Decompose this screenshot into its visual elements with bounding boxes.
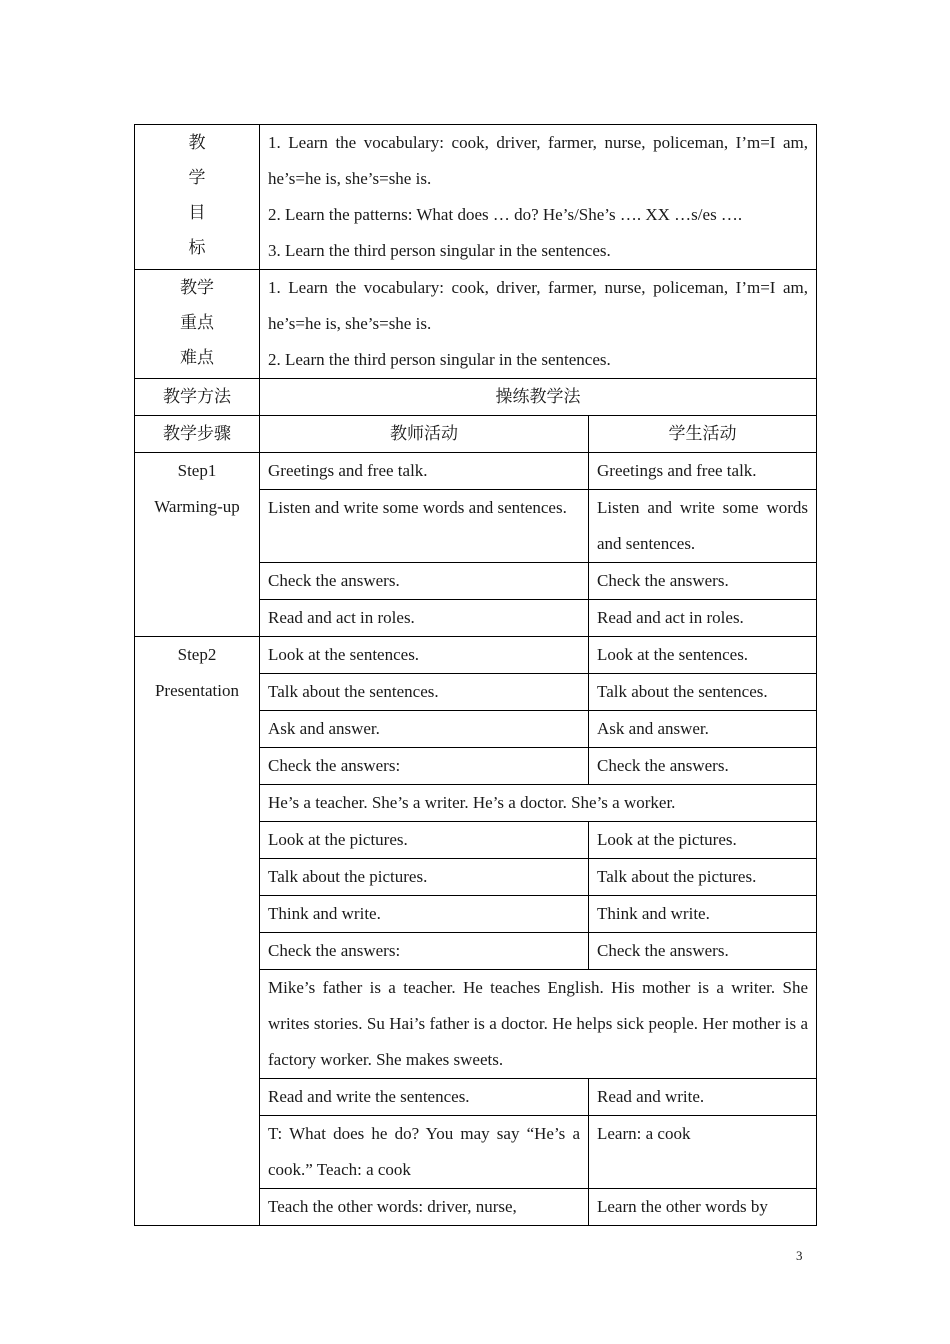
- answer-text: Mike’s father is a teacher. He teaches English. His mother is a writer. She writes stories. Su Hai’s father is a doctor. He helps sick people. Her mother is a factory worker. She makes sweets.: [260, 970, 817, 1079]
- teacher-activity: Read and write the sentences.: [260, 1079, 589, 1116]
- teacher-activity: Look at the sentences.: [260, 637, 589, 674]
- student-activity: Check the answers.: [589, 933, 817, 970]
- teacher-activity: Talk about the sentences.: [260, 674, 589, 711]
- student-activity: Learn: a cook: [589, 1116, 817, 1189]
- goals-row: [135, 125, 817, 270]
- teacher-activity: Read and act in roles.: [260, 600, 589, 637]
- teacher-activity: Think and write.: [260, 896, 589, 933]
- teacher-activity: Check the answers.: [260, 563, 589, 600]
- focus-line: 1. Learn the vocabulary: cook, driver, farmer, nurse, policeman, I’m=I am, he’s=he is, she’s=she is.: [268, 278, 809, 333]
- student-activity: Ask and answer.: [589, 711, 817, 748]
- student-activity: Greetings and free talk.: [589, 453, 817, 490]
- teacher-activity: Talk about the pictures.: [260, 859, 589, 896]
- method-label: 教学方法: [135, 379, 260, 416]
- student-activity: Talk about the pictures.: [589, 859, 817, 896]
- method-value: 操练教学法: [260, 379, 817, 416]
- step1-label: Step1 Warming-up: [135, 453, 260, 637]
- teacher-activity-header: 教师活动: [260, 416, 589, 453]
- lesson-plan-table: [134, 124, 817, 1226]
- goal-line: 1. Learn the vocabulary: cook, driver, farmer, nurse, policeman, I’m=I am, he’s=he is, she’s=she is.: [268, 133, 809, 188]
- table-row: [135, 453, 817, 490]
- method-row: [135, 379, 817, 416]
- table-row: [135, 637, 817, 674]
- answer-text: He’s a teacher. She’s a writer. He’s a doctor. She’s a worker.: [260, 785, 817, 822]
- goal-line: 2. Learn the patterns: What does … do? He’s/She’s …. XX …s/es ….: [268, 205, 743, 224]
- teacher-activity: Teach the other words: driver, nurse,: [260, 1189, 589, 1226]
- steps-label: 教学步骤: [135, 416, 260, 453]
- teacher-activity: T: What does he do? You may say “He’s a cook.” Teach: a cook: [260, 1116, 589, 1189]
- steps-header-row: [135, 416, 817, 453]
- teacher-activity: Ask and answer.: [260, 711, 589, 748]
- step2-label: Step2 Presentation: [135, 637, 260, 1226]
- student-activity: Read and act in roles.: [589, 600, 817, 637]
- student-activity: Look at the sentences.: [589, 637, 817, 674]
- goal-line: 3. Learn the third person singular in the sentences.: [268, 241, 611, 260]
- student-activity-header: 学生活动: [589, 416, 817, 453]
- focus-row: [135, 270, 817, 379]
- student-activity: Listen and write some words and sentences.: [589, 490, 817, 563]
- student-activity: Look at the pictures.: [589, 822, 817, 859]
- student-activity: Think and write.: [589, 896, 817, 933]
- goals-content: [260, 125, 817, 270]
- focus-label: 教学 重点 难点: [135, 270, 260, 379]
- page-number: 3: [796, 1248, 803, 1263]
- teacher-activity: Check the answers:: [260, 933, 589, 970]
- focus-line: 2. Learn the third person singular in the sentences.: [268, 350, 611, 369]
- student-activity: Learn the other words by: [589, 1189, 817, 1226]
- student-activity: Check the answers.: [589, 748, 817, 785]
- student-activity: Check the answers.: [589, 563, 817, 600]
- focus-content: [260, 270, 817, 379]
- teacher-activity: Check the answers:: [260, 748, 589, 785]
- goals-label: 教 学 目 标: [135, 125, 260, 270]
- teacher-activity: Look at the pictures.: [260, 822, 589, 859]
- student-activity: Read and write.: [589, 1079, 817, 1116]
- teacher-activity: Greetings and free talk.: [260, 453, 589, 490]
- student-activity: Talk about the sentences.: [589, 674, 817, 711]
- teacher-activity: Listen and write some words and sentences.: [260, 490, 589, 563]
